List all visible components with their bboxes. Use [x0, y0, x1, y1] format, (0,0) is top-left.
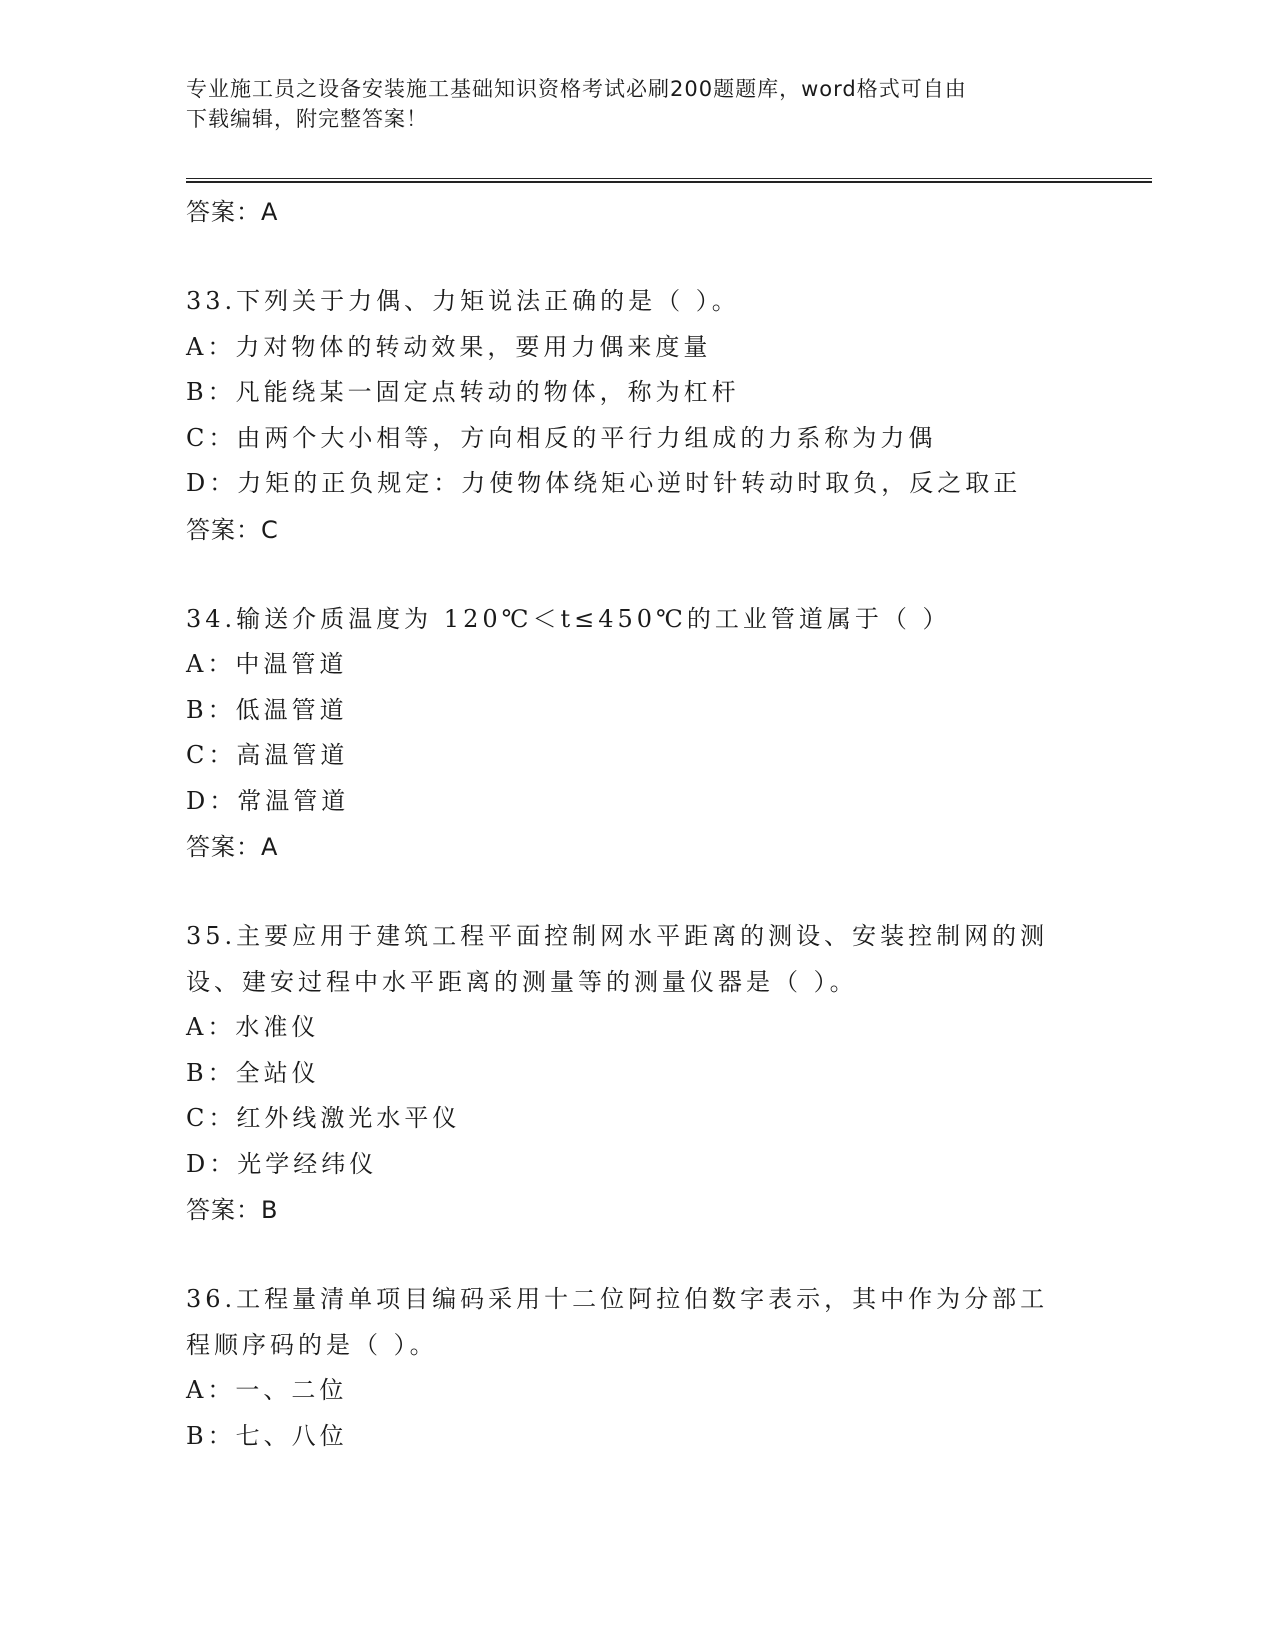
- option-d: D：常温管道: [186, 786, 350, 815]
- question-text-continued: 设、建安过程中水平距离的测量等的测量仪器是（ ）。: [186, 967, 858, 996]
- question-text: 36.工程量清单项目编码采用十二位阿拉伯数字表示，其中作为分部工: [186, 1285, 1049, 1313]
- header-line-2: 下载编辑，附完整答案！: [186, 107, 428, 131]
- option-a: A：中温管道: [186, 650, 348, 678]
- document-header: [186, 74, 1066, 134]
- question-block: [186, 279, 1086, 553]
- answer-line: 答案：B: [186, 1196, 279, 1224]
- question-text: 33.下列关于力偶、力矩说法正确的是（ ）。: [186, 287, 740, 315]
- option-a: A：一、二位: [186, 1376, 348, 1404]
- answer-line: 答案：A: [186, 198, 279, 226]
- option-b: B：低温管道: [186, 695, 348, 724]
- option-b: B：全站仪: [186, 1058, 320, 1087]
- question-text-continued: 程顺序码的是（ ）。: [186, 1330, 438, 1359]
- document-body: [186, 189, 1086, 1459]
- option-c: C：红外线激光水平仪: [186, 1104, 461, 1132]
- option-d: D：力矩的正负规定：力使物体绕矩心逆时针转动时取负，反之取正: [186, 469, 1022, 497]
- header-divider-thick: [186, 181, 1152, 183]
- answer-line: 答案：C: [186, 515, 279, 544]
- question-text: 35.主要应用于建筑工程平面控制网水平距离的测设、安装控制网的测: [186, 922, 1049, 950]
- option-b: B：七、八位: [186, 1421, 348, 1450]
- spacer: [186, 1233, 1086, 1277]
- spacer: [186, 235, 1086, 279]
- option-d: D：光学经纬仪: [186, 1149, 378, 1178]
- answer-line: 答案：A: [186, 833, 279, 861]
- spacer: [186, 870, 1086, 914]
- question-block: [186, 597, 1086, 871]
- option-a: A：水准仪: [186, 1013, 320, 1041]
- header-divider-thin: [186, 178, 1152, 179]
- question-block: [186, 1277, 1086, 1459]
- question-block: [186, 914, 1086, 1233]
- option-b: B：凡能绕某一固定点转动的物体，称为杠杆: [186, 378, 740, 406]
- question-text: 34.输送介质温度为 120℃＜t≤450℃的工业管道属于（ ）: [186, 604, 951, 633]
- option-c: C：由两个大小相等，方向相反的平行力组成的力系称为力偶: [186, 423, 937, 452]
- option-a: A：力对物体的转动效果，要用力偶来度量: [186, 332, 712, 361]
- option-c: C：高温管道: [186, 741, 349, 769]
- spacer: [186, 553, 1086, 597]
- header-line-1: 专业施工员之设备安装施工基础知识资格考试必刷200题题库，word格式可自由: [186, 77, 967, 101]
